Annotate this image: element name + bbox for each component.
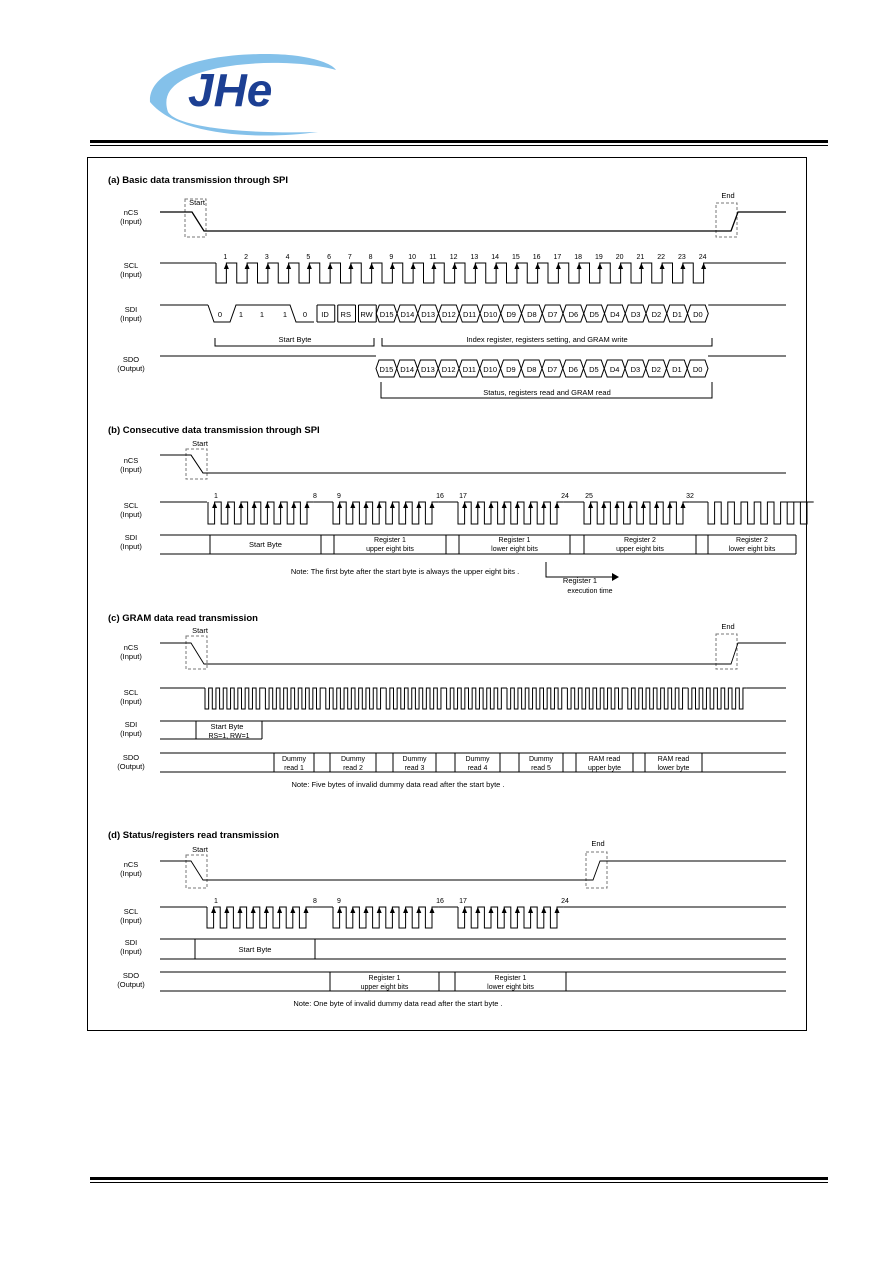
a-sdi-label: SDI	[124, 305, 138, 314]
a-sdi-bit: RS	[340, 310, 351, 319]
a-sdo-data-bit: D8	[526, 365, 537, 374]
b-exec-line	[546, 562, 612, 577]
d-ncs-waveform	[160, 861, 786, 880]
b-scl-arrow	[278, 502, 283, 508]
a-sdi-data-bit: D7	[547, 310, 558, 319]
b-note: Note: The first byte after the start byte is always the upper eight bits .	[290, 567, 520, 576]
a-scl-arrow	[431, 263, 436, 269]
a-scl-arrow	[577, 263, 582, 269]
b-clock-number: 9	[337, 493, 341, 500]
b-scl-arrow	[337, 502, 342, 508]
c-sdo-segment-label: Dummy	[402, 756, 427, 763]
a-brace-sdo-label: Status, registers read and GRAM read	[483, 388, 611, 397]
c-scl-waveform-group	[265, 688, 323, 709]
d-clock-number: 9	[337, 898, 341, 905]
a-sdo-data-bit: D6	[568, 365, 578, 374]
a-sdi-bit: 1	[259, 310, 265, 319]
a-clock-number: 1	[223, 254, 228, 261]
a-sdi-bit: 0	[302, 310, 308, 319]
d-sdi-label: SDI	[124, 938, 138, 947]
a-scl-arrow	[390, 263, 395, 269]
b-ncs-sublabel: (Input)	[120, 465, 142, 474]
b-scl-arrow	[377, 502, 382, 508]
section-c-title: (c) GRAM data read transmission	[108, 613, 258, 624]
b-scl-arrow	[364, 502, 369, 508]
a-clock-number: 11	[429, 254, 437, 261]
b-sdi-segment-label: Start Byte	[249, 540, 282, 549]
a-sdi-data-bit: D8	[527, 310, 537, 319]
a-sdo-data-bit: D0	[692, 365, 703, 374]
a-scl-arrow	[660, 263, 665, 269]
b-scl-arrow	[628, 502, 633, 508]
logo-text: JHe	[188, 64, 273, 116]
a-scl-waveform	[216, 263, 714, 283]
b-scl-arrow	[462, 502, 467, 508]
d-scl-arrow	[251, 907, 256, 913]
a-clock-number: 22	[657, 254, 666, 261]
d-clock-number: 16	[436, 898, 444, 905]
b-clock-number: 17	[459, 493, 467, 500]
b-scl-arrow	[588, 502, 593, 508]
a-ncs-sublabel: (Input)	[120, 217, 142, 226]
b-scl-arrow	[667, 502, 672, 508]
a-clock-number: 21	[636, 254, 645, 261]
d-scl-arrow	[430, 907, 435, 913]
a-clock-number: 3	[264, 254, 269, 261]
c-scl-waveform-group	[628, 688, 686, 709]
b-ncs-waveform	[160, 455, 786, 473]
a-clock-number: 23	[677, 254, 686, 261]
c-sdi-label: SDI	[124, 720, 138, 729]
d-sdo-segment-sublabel: lower eight bits	[487, 984, 534, 991]
a-scl-arrow	[680, 263, 685, 269]
b-sdi-segment-sublabel: upper eight bits	[616, 546, 664, 553]
b-scl-arrow	[681, 502, 686, 508]
b-sdi-segment-sublabel: lower eight bits	[491, 546, 538, 553]
b-scl-arrow	[502, 502, 507, 508]
d-ncs-label: nCS	[123, 860, 139, 869]
a-sdi-bit: ID	[321, 310, 329, 319]
a-clock-number: 19	[594, 254, 603, 261]
d-scl-label: SCL	[123, 907, 139, 916]
b-scl-arrow	[615, 502, 620, 508]
a-scl-arrow	[265, 263, 270, 269]
b-scl-waveform-group	[333, 502, 439, 524]
d-sdo-segment-label: Register 1	[494, 975, 527, 982]
a-sdi-data-bit: D9	[506, 310, 516, 319]
c-start-label: Start	[192, 626, 208, 635]
b-sdi-segment-label: Register 1	[498, 537, 531, 544]
c-scl-waveform-group	[688, 688, 746, 709]
a-sdi-data-bit: D15	[379, 310, 394, 319]
b-scl-arrow	[489, 502, 494, 508]
d-sdi-sublabel: (Input)	[120, 947, 142, 956]
a-clock-number: 4	[285, 254, 290, 261]
b-scl-arrow	[515, 502, 520, 508]
d-scl-arrow	[277, 907, 282, 913]
d-clock-number: 24	[561, 898, 569, 905]
b-scl-sublabel: (Input)	[120, 510, 142, 519]
d-sdo-segment-sublabel: upper eight bits	[360, 984, 409, 991]
d-scl-arrow	[290, 907, 295, 913]
a-sdo-data-bit: D5	[589, 365, 599, 374]
d-scl-arrow	[364, 907, 369, 913]
a-scl-arrow	[452, 263, 457, 269]
b-scl-arrow	[528, 502, 533, 508]
a-clock-number: 16	[532, 254, 541, 261]
d-scl-waveform-group	[207, 907, 313, 928]
c-sdo-segment-sublabel: read 1	[284, 765, 304, 772]
b-scl-arrow	[475, 502, 480, 508]
c-scl-waveform-group	[386, 688, 444, 709]
a-end-label: End	[721, 191, 735, 200]
a-clock-number: 15	[511, 254, 520, 261]
d-sdo-bus	[160, 972, 786, 991]
a-sdo-data-bit: D13	[420, 365, 435, 374]
b-scl-arrow	[403, 502, 408, 508]
c-sdi-bus	[160, 721, 786, 739]
b-scl-arrow	[305, 502, 310, 508]
d-scl-arrow	[475, 907, 480, 913]
a-brace-start-byte-label: Start Byte	[278, 335, 312, 344]
a-sdi-data-bit: D6	[568, 310, 579, 319]
c-scl-sublabel: (Input)	[120, 697, 142, 706]
c-sdo-segment-sublabel: read 2	[343, 765, 363, 772]
b-clock-number: 25	[585, 493, 593, 500]
c-scl-waveform-group	[567, 688, 625, 709]
c-scl-waveform-group	[205, 688, 263, 709]
a-scl-arrow	[597, 263, 602, 269]
d-start-label: Start	[192, 845, 208, 854]
d-sdo-label: SDO	[122, 971, 140, 980]
b-scl-waveform-group	[208, 502, 314, 524]
b-scl-arrow	[390, 502, 395, 508]
c-note: Note: Five bytes of invalid dummy data read after the start byte .	[291, 780, 505, 789]
b-scl-arrow	[654, 502, 659, 508]
a-sdi-data-bit: D3	[630, 310, 641, 319]
d-scl-arrow	[416, 907, 421, 913]
b-sdi-label: SDI	[124, 533, 138, 542]
a-scl-arrow	[286, 263, 291, 269]
a-sdi-bit: 0	[217, 310, 223, 319]
b-scl-arrow	[239, 502, 244, 508]
a-clock-number: 2	[244, 254, 249, 261]
d-scl-arrow	[224, 907, 229, 913]
b-sdi-segment-label: Register 2	[736, 537, 768, 544]
a-sdi-data-bit: D5	[589, 310, 599, 319]
c-ncs-waveform	[160, 643, 786, 664]
c-sdo-segment-sublabel: lower byte	[657, 765, 690, 772]
a-scl-arrow	[411, 263, 416, 269]
d-scl-arrow	[528, 907, 533, 913]
a-clock-number: 17	[553, 254, 562, 261]
d-sdo-segment-label: Register 1	[368, 975, 401, 982]
c-sdo-segment-sublabel: read 3	[404, 765, 425, 772]
a-clock-number: 12	[449, 254, 458, 261]
a-clock-number: 14	[491, 254, 500, 261]
a-sdo-data-bit: D14	[400, 365, 415, 374]
d-note: Note: One byte of invalid dummy data read after the start byte .	[293, 999, 503, 1008]
a-sdo-data-bit: D4	[609, 365, 620, 374]
d-sdo-sublabel: (Output)	[117, 980, 145, 989]
a-sdo-data-bit: D12	[441, 365, 456, 374]
a-sdo-label: SDO	[122, 355, 140, 364]
d-scl-arrow	[264, 907, 269, 913]
a-sdi-data-bit: D4	[610, 310, 620, 319]
b-start-label: Start	[192, 439, 208, 448]
c-sdi-segment-sublabel: RS=1, RW=1	[208, 733, 250, 740]
d-scl-arrow	[337, 907, 342, 913]
a-sdi-data-bit: D13	[421, 310, 436, 319]
b-sdi-sublabel: (Input)	[120, 542, 142, 551]
b-clock-number: 24	[561, 493, 569, 500]
c-sdo-sublabel: (Output)	[117, 762, 145, 771]
c-sdo-segment-sublabel: upper byte	[587, 765, 622, 772]
c-sdo-segment-label: RAM read	[657, 756, 690, 763]
d-scl-arrow	[555, 907, 560, 913]
d-scl-sublabel: (Input)	[120, 916, 142, 925]
a-sdo-data-bit: D3	[630, 365, 641, 374]
d-scl-arrow	[403, 907, 408, 913]
a-clock-number: 5	[306, 254, 311, 261]
d-scl-arrow	[211, 907, 216, 913]
b-exec-arrowhead	[612, 573, 619, 581]
d-scl-arrow	[350, 907, 355, 913]
b-scl-arrow	[430, 502, 435, 508]
c-sdi-sublabel: (Input)	[120, 729, 142, 738]
b-scl-label: SCL	[123, 501, 139, 510]
c-ncs-sublabel: (Input)	[120, 652, 142, 661]
a-clock-number: 18	[574, 254, 583, 261]
section-a-title: (a) Basic data transmission through SPI	[108, 175, 289, 186]
a-clock-number: 10	[408, 254, 417, 261]
a-sdi-bit: 1	[282, 310, 288, 319]
b-sdi-segment-sublabel: upper eight bits	[366, 546, 414, 553]
section-b-title: (b) Consecutive data transmission through SPI	[108, 425, 320, 436]
b-clock-number: 8	[313, 493, 317, 500]
c-end-label: End	[721, 622, 735, 631]
a-scl-arrow	[514, 263, 519, 269]
c-sdo-label: SDO	[122, 753, 140, 762]
a-scl-arrow	[348, 263, 353, 269]
a-start-label: Start	[189, 198, 205, 207]
a-scl-arrow	[639, 263, 644, 269]
b-exec-label: Register 1	[562, 576, 598, 585]
a-scl-arrow	[307, 263, 312, 269]
d-scl-arrow	[390, 907, 395, 913]
a-sdo-data-bit: D15	[379, 365, 394, 374]
b-scl-arrow	[541, 502, 546, 508]
b-scl-arrow	[350, 502, 355, 508]
b-clock-number: 32	[686, 493, 694, 500]
b-exec-sublabel: execution time	[567, 588, 613, 595]
a-sdi-sublabel: (Input)	[120, 314, 142, 323]
d-scl-arrow	[462, 907, 467, 913]
c-sdo-segment-sublabel: read 5	[531, 765, 551, 772]
b-scl-arrow	[225, 502, 230, 508]
a-sdi-data-bit: D10	[483, 310, 498, 319]
a-clock-number: 7	[347, 254, 352, 261]
a-scl-arrow	[556, 263, 561, 269]
a-sdi-data-bit: D12	[441, 310, 456, 319]
a-end-marker	[716, 203, 737, 237]
b-scl-arrow	[291, 502, 296, 508]
d-ncs-sublabel: (Input)	[120, 869, 142, 878]
c-ncs-label: nCS	[123, 643, 139, 652]
a-sdo-data-bit: D10	[483, 365, 498, 374]
a-sdo-data-bit: D7	[547, 365, 558, 374]
c-sdo-segment-label: Dummy	[465, 756, 490, 763]
d-clock-number: 1	[214, 898, 218, 905]
a-sdi-data-bit: D1	[672, 310, 682, 319]
d-clock-number: 8	[313, 898, 317, 905]
d-start-marker	[186, 855, 207, 888]
a-scl-arrow	[473, 263, 478, 269]
d-scl-arrow	[541, 907, 546, 913]
d-scl-arrow	[515, 907, 520, 913]
b-clock-number: 16	[436, 493, 444, 500]
b-ncs-label: nCS	[123, 456, 139, 465]
a-clock-number: 8	[368, 254, 373, 261]
d-end-label: End	[591, 839, 605, 848]
c-scl-waveform-group	[447, 688, 505, 709]
d-scl-arrow	[304, 907, 309, 913]
c-scl-waveform-group	[507, 688, 565, 709]
a-scl-arrow	[535, 263, 540, 269]
c-sdo-segment-label: Dummy	[281, 756, 307, 763]
a-scl-arrow	[328, 263, 333, 269]
c-sdi-segment-label: Start Byte	[210, 722, 244, 731]
a-ncs-label: nCS	[123, 208, 139, 217]
b-scl-arrow	[416, 502, 421, 508]
a-ncs-waveform	[160, 212, 786, 231]
a-sdo-data-bit: D11	[462, 365, 476, 374]
section-d-title: (d) Status/registers read transmission	[108, 830, 280, 841]
a-brace-sdi-label: Index register, registers setting, and GRAM write	[466, 335, 628, 344]
c-sdo-segment-label: RAM read	[588, 756, 621, 763]
b-scl-arrow	[601, 502, 606, 508]
b-scl-waveform-group	[584, 502, 690, 524]
a-clock-number: 6	[327, 254, 332, 261]
a-sdo-data-bit: D2	[651, 365, 661, 374]
d-scl-waveform-group	[458, 907, 564, 928]
a-scl-label: SCL	[123, 261, 139, 270]
b-scl-arrow	[212, 502, 217, 508]
a-sdi-data-bit: D14	[400, 310, 415, 319]
a-clock-number: 24	[698, 254, 707, 261]
a-sdo-sublabel: (Output)	[117, 364, 145, 373]
d-clock-number: 17	[459, 898, 467, 905]
d-scl-arrow	[489, 907, 494, 913]
b-scl-arrow	[555, 502, 560, 508]
a-sdi-data-bit: D0	[693, 310, 703, 319]
b-scl-arrow	[252, 502, 257, 508]
a-scl-arrow	[701, 263, 706, 269]
b-scl-arrow	[265, 502, 270, 508]
a-sdo-data-bit: D1	[672, 365, 682, 374]
c-scl-waveform-group	[326, 688, 384, 709]
b-sdi-segment-label: Register 2	[624, 537, 656, 544]
c-scl-label: SCL	[123, 688, 139, 697]
b-scl-waveform-group	[458, 502, 564, 524]
d-scl-arrow	[502, 907, 507, 913]
d-scl-arrow	[377, 907, 382, 913]
d-scl-waveform-group	[333, 907, 439, 928]
b-scl-arrow	[641, 502, 646, 508]
a-scl-sublabel: (Input)	[120, 270, 142, 279]
a-clock-number: 20	[615, 254, 624, 261]
a-clock-number: 9	[389, 254, 394, 261]
d-scl-arrow	[238, 907, 243, 913]
b-sdi-segment-label: Register 1	[374, 537, 406, 544]
a-scl-arrow	[224, 263, 229, 269]
a-clock-number: 13	[470, 254, 479, 261]
c-sdo-segment-label: Dummy	[528, 756, 554, 763]
a-scl-arrow	[494, 263, 499, 269]
d-sdi-segment-label: Start Byte	[238, 945, 272, 954]
c-sdo-segment-sublabel: read 4	[467, 765, 488, 772]
b-clock-number: 1	[214, 493, 218, 500]
a-sdi-data-bit: D11	[463, 310, 477, 319]
a-sdi-data-bit: D2	[651, 310, 662, 319]
a-sdi-bit: 1	[238, 310, 244, 319]
a-sdi-bit: RW	[360, 310, 373, 319]
a-sdo-data-bit: D9	[506, 365, 516, 374]
c-sdo-segment-label: Dummy	[340, 756, 366, 763]
b-scl-waveform-group	[708, 502, 814, 524]
b-sdi-segment-sublabel: lower eight bits	[728, 546, 776, 553]
a-scl-arrow	[245, 263, 250, 269]
a-scl-arrow	[618, 263, 623, 269]
a-scl-arrow	[369, 263, 374, 269]
